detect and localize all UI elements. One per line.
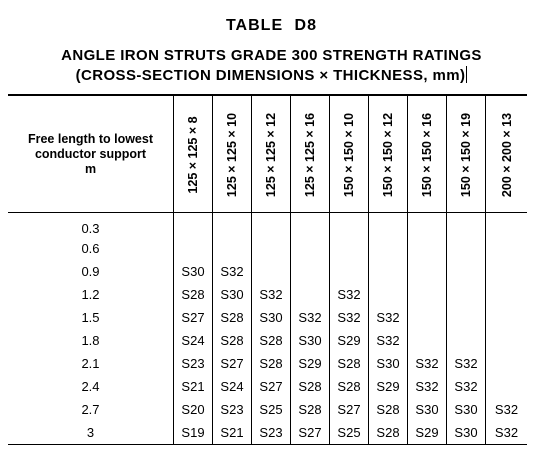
table-row <box>8 398 527 421</box>
free-length-value: 2.1 <box>81 356 100 371</box>
rating-cell <box>486 375 528 398</box>
rating-cell: S30 <box>447 421 486 445</box>
rating-cell: S32 <box>486 398 528 421</box>
table-row <box>8 352 527 375</box>
rating-cell <box>369 283 408 306</box>
rating-cell <box>330 237 369 260</box>
column-header-125x125x16 <box>291 95 330 213</box>
rating-cell: S32 <box>408 375 447 398</box>
column-header-label: 125 × 125 × 10 <box>225 112 239 198</box>
table-header-row <box>8 95 527 213</box>
rating-cell <box>174 237 213 260</box>
strength-ratings-table <box>8 94 527 445</box>
rating-cell: S32 <box>330 283 369 306</box>
subtitle-line-2-text: (CROSS-SECTION DIMENSIONS × THICKNESS, mm) <box>75 67 466 84</box>
rating-cell <box>369 213 408 238</box>
rating-cell <box>213 213 252 238</box>
rating-cell: S23 <box>174 352 213 375</box>
rating-cell: S30 <box>174 260 213 283</box>
rating-cell <box>486 260 528 283</box>
rating-cell: S23 <box>213 398 252 421</box>
rating-cell: S25 <box>252 398 291 421</box>
rating-cell <box>447 213 486 238</box>
table-row <box>8 306 527 329</box>
rating-cell: S28 <box>213 306 252 329</box>
rating-cell: S27 <box>252 375 291 398</box>
rating-cell: S21 <box>174 375 213 398</box>
rating-cell: S28 <box>330 375 369 398</box>
rating-cell <box>408 306 447 329</box>
rating-cell: S29 <box>291 352 330 375</box>
rating-cell <box>291 283 330 306</box>
rating-cell <box>486 237 528 260</box>
rating-cell <box>291 213 330 238</box>
rating-cell: S28 <box>369 421 408 445</box>
column-header-label: 125 × 125 × 8 <box>186 116 200 194</box>
rating-cell <box>252 213 291 238</box>
rating-cell <box>408 213 447 238</box>
table-row <box>8 375 527 398</box>
rating-cell: S20 <box>174 398 213 421</box>
rating-cell <box>447 306 486 329</box>
free-length-value: 2.7 <box>81 402 100 417</box>
table-subtitle-line-1: ANGLE IRON STRUTS GRADE 300 STRENGTH RATINGS <box>61 47 482 64</box>
column-header-label: 200 × 200 × 13 <box>499 112 514 198</box>
table-row <box>8 329 527 352</box>
column-header-150x150x16 <box>408 95 447 213</box>
column-header-label: 150 × 150 × 16 <box>420 112 434 198</box>
rating-cell: S30 <box>213 283 252 306</box>
rating-cell <box>447 283 486 306</box>
column-header-label: 150 × 150 × 19 <box>459 112 473 198</box>
rating-cell <box>486 352 528 375</box>
rating-cell: S28 <box>213 329 252 352</box>
table-row <box>8 421 527 445</box>
rating-cell: S24 <box>213 375 252 398</box>
column-header-label: 150 × 150 × 12 <box>381 112 395 198</box>
rating-cell: S30 <box>369 352 408 375</box>
rating-cell: S28 <box>330 352 369 375</box>
rating-cell: S23 <box>252 421 291 445</box>
rating-cell: S29 <box>408 421 447 445</box>
column-header-label: 125 × 125 × 16 <box>303 112 317 198</box>
rating-cell <box>486 213 528 238</box>
rating-cell <box>174 213 213 238</box>
column-header-label: 125 × 125 × 12 <box>264 112 278 198</box>
rating-cell <box>447 237 486 260</box>
rating-cell <box>408 283 447 306</box>
free-length-header-unit: m <box>84 161 97 176</box>
rating-cell: S27 <box>330 398 369 421</box>
rating-cell: S27 <box>174 306 213 329</box>
column-header-150x150x10 <box>330 95 369 213</box>
free-length-header-line-1: Free length to lowest <box>27 131 153 146</box>
column-header-125x125x12 <box>252 95 291 213</box>
rating-cell: S28 <box>252 329 291 352</box>
rating-cell: S28 <box>174 283 213 306</box>
free-length-value: 3 <box>86 425 95 440</box>
rating-cell <box>408 329 447 352</box>
text-cursor <box>466 66 467 83</box>
rating-cell: S32 <box>447 375 486 398</box>
rating-cell <box>369 260 408 283</box>
rating-cell <box>447 329 486 352</box>
rating-cell <box>291 260 330 283</box>
column-header-150x150x12 <box>369 95 408 213</box>
rating-cell <box>330 260 369 283</box>
free-length-column-header <box>8 95 174 213</box>
rating-cell: S32 <box>213 260 252 283</box>
rating-cell: S32 <box>330 306 369 329</box>
rating-cell: S27 <box>213 352 252 375</box>
rating-cell <box>252 260 291 283</box>
column-header-label: 150 × 150 × 10 <box>342 112 356 198</box>
rating-cell: S30 <box>291 329 330 352</box>
rating-cell: S28 <box>369 398 408 421</box>
free-length-value: 0.6 <box>81 241 100 256</box>
rating-cell <box>369 237 408 260</box>
rating-cell <box>486 283 528 306</box>
table-row <box>8 283 527 306</box>
rating-cell: S32 <box>369 306 408 329</box>
free-length-value: 1.8 <box>81 333 100 348</box>
rating-cell <box>486 306 528 329</box>
rating-cell <box>291 237 330 260</box>
rating-cell: S30 <box>408 398 447 421</box>
rating-cell: S32 <box>369 329 408 352</box>
rating-cell: S32 <box>408 352 447 375</box>
rating-cell: S32 <box>291 306 330 329</box>
column-header-200x200x13 <box>486 95 528 213</box>
rating-cell <box>486 329 528 352</box>
rating-cell: S27 <box>291 421 330 445</box>
rating-cell: S28 <box>291 375 330 398</box>
rating-cell: S25 <box>330 421 369 445</box>
column-header-125x125x8 <box>174 95 213 213</box>
free-length-value: 0.3 <box>81 220 100 236</box>
rating-cell: S28 <box>291 398 330 421</box>
table-title: TABLE D8 <box>225 17 318 34</box>
rating-cell: S29 <box>330 329 369 352</box>
free-length-value: 1.5 <box>81 310 100 325</box>
free-length-header-line-2: conductor support <box>34 146 147 161</box>
free-length-value: 1.2 <box>81 287 100 302</box>
rating-cell: S28 <box>252 352 291 375</box>
rating-cell <box>330 213 369 238</box>
column-header-150x150x19 <box>447 95 486 213</box>
rating-cell: S32 <box>252 283 291 306</box>
rating-cell: S29 <box>369 375 408 398</box>
rating-cell <box>213 237 252 260</box>
rating-cell: S19 <box>174 421 213 445</box>
rating-cell: S30 <box>447 398 486 421</box>
rating-cell <box>408 237 447 260</box>
rating-cell: S32 <box>486 421 528 445</box>
rating-cell <box>252 237 291 260</box>
rating-cell <box>408 260 447 283</box>
rating-cell <box>447 260 486 283</box>
table-row <box>8 260 527 283</box>
rating-cell: S21 <box>213 421 252 445</box>
rating-cell: S24 <box>174 329 213 352</box>
table-row <box>8 213 527 238</box>
free-length-value: 2.4 <box>81 379 100 394</box>
table-subtitle-line-2 <box>0 66 543 84</box>
rating-cell: S32 <box>447 352 486 375</box>
rating-cell: S30 <box>252 306 291 329</box>
column-header-125x125x10 <box>213 95 252 213</box>
free-length-value: 0.9 <box>81 264 100 279</box>
table-row <box>8 237 527 260</box>
